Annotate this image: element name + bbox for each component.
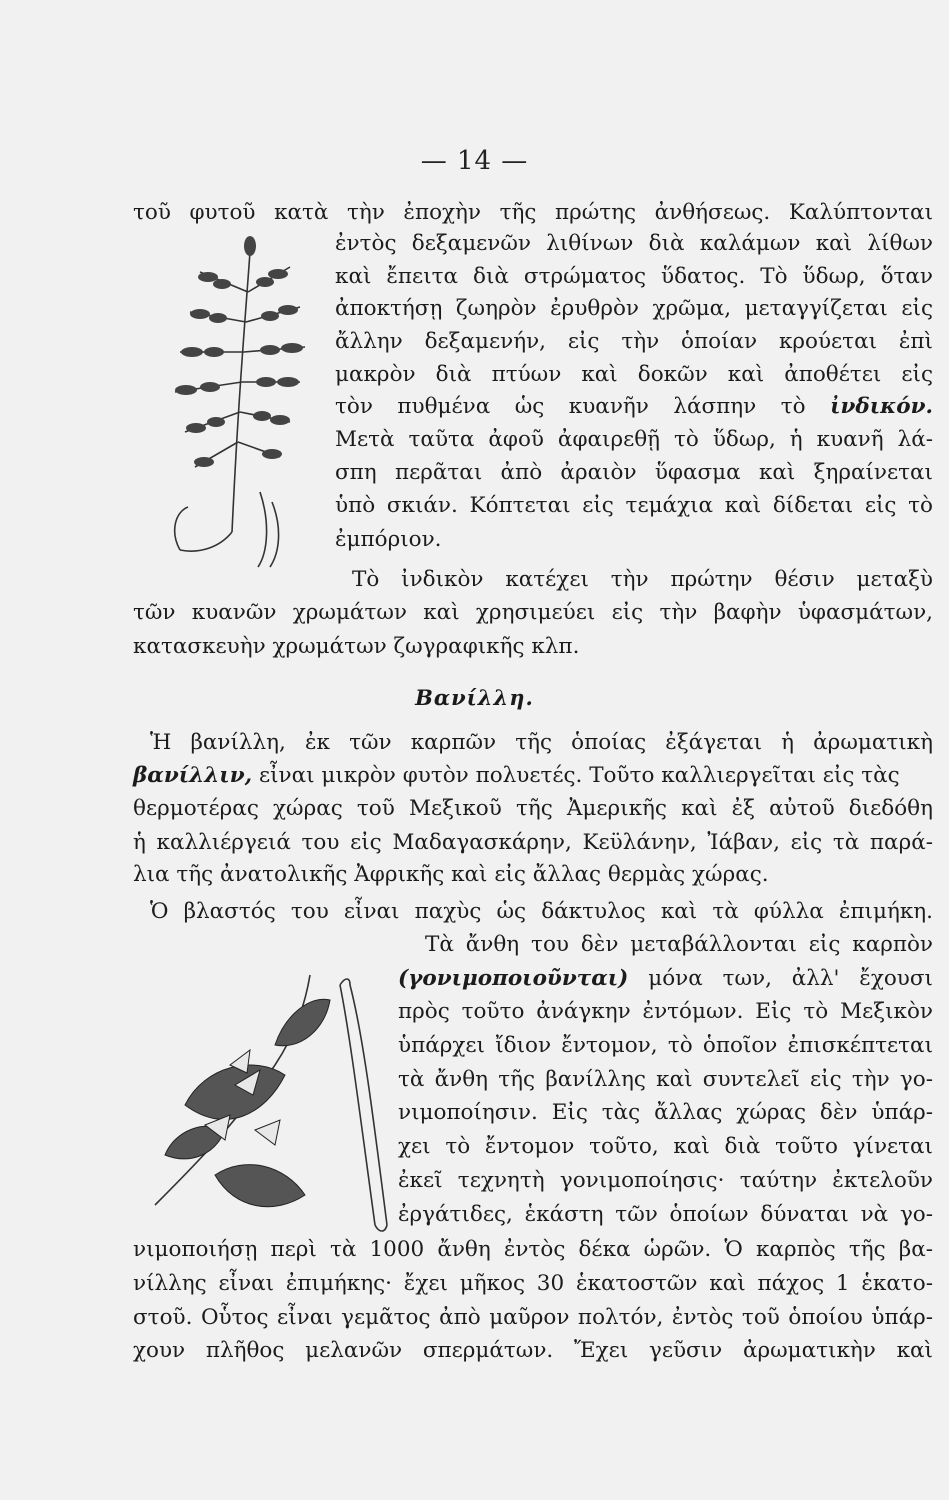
text-line: Ὁ βλαστός του εἶναι παχὺς ὡς δάκτυλος καὶ τὰ φύλλα ἐπιμήκη.	[150, 899, 933, 924]
text-line: ἐντὸς δεξαμενῶν λιθίνων διὰ καλάμων καὶ λίθων	[335, 231, 933, 256]
section-heading: Βανίλλη.	[415, 685, 534, 710]
text-line: ἐκεῖ τεχνητὴ γονιμοποίησις· ταύτην ἐκτελοῦν	[398, 1168, 933, 1193]
text-line: νιμοποιήσῃ περὶ τὰ 1000 ἄνθη ἐντὸς δέκα ὡρῶν. Ὁ καρπὸς τῆς βα-	[133, 1237, 933, 1262]
text-line: ὑπάρχει ἴδιον ἔντομον, τὸ ὁποῖον ἐπισκέπτεται	[398, 1033, 933, 1058]
text-line: λια τῆς ἀνατολικῆς Ἀφρικῆς καὶ εἰς ἄλλας θερμὰς χώρας.	[133, 862, 769, 887]
page-number: — 14 —	[420, 146, 529, 176]
indigo-plant-illustration	[140, 232, 330, 572]
text-fragment: μόνα των, ἀλλ' ἔχουσι	[648, 966, 933, 991]
text-line: ἐργάτιδες, ἑκάστη τῶν ὁποίων δύναται νὰ γο-	[398, 1202, 933, 1227]
text-line: καὶ ἔπειτα διὰ στρώματος ὕδατος. Τὸ ὕδωρ, ὅταν	[335, 264, 933, 289]
vanilla-plant-illustration	[135, 955, 397, 1245]
text-line: Τὰ ἄνθη του δὲν μεταβάλλονται εἰς καρπὸν	[425, 932, 933, 957]
text-line-vanillin	[133, 761, 933, 791]
term-indikon: ἰνδικόν.	[830, 394, 933, 419]
text-line: ἡ καλλιέργειά του εἰς Μαδαγασκάρην, Κεϋλάνην, Ἰάβαν, εἰς τὰ παρά-	[133, 830, 933, 855]
text-fragment: τὸν πυθμένα ὡς κυανῆν λάσπην τὸ	[335, 394, 806, 419]
term-vanillin: βανίλλιν,	[133, 763, 253, 788]
text-line: μακρὸν διὰ πτύων καὶ δοκῶν καὶ ἀποθέτει εἰς	[335, 362, 933, 387]
text-line: Ἡ βανίλλη, ἐκ τῶν καρπῶν τῆς ὁποίας ἐξάγεται ἡ ἀρωματικὴ	[150, 730, 933, 755]
text-line: τὰ ἄνθη τῆς βανίλλης καὶ συντελεῖ εἰς τὴν γο-	[398, 1067, 933, 1092]
text-fragment: εἶναι μικρὸν φυτὸν πολυετές. Τοῦτο καλλιεργεῖται εἰς τὰς	[258, 763, 900, 788]
text-line: νίλλης εἶναι ἐπιμήκης· ἔχει μῆκος 30 ἑκατοστῶν καὶ πάχος 1 ἑκατο-	[133, 1271, 933, 1296]
text-line-fertilized	[398, 964, 933, 994]
text-line: στοῦ. Οὗτος εἶναι γεμᾶτος ἀπὸ μαῦρον πολτόν, ἐντὸς τοῦ ὁποίου ὑπάρ-	[133, 1305, 933, 1330]
text-line: ἀποκτήσῃ ζωηρὸν ἐρυθρὸν χρῶμα, μεταγγίζεται εἰς	[335, 296, 933, 321]
text-line: χει τὸ ἔντομον τοῦτο, καὶ διὰ τοῦτο γίνεται	[398, 1134, 933, 1159]
text-line: Μετὰ ταῦτα ἀφοῦ ἀφαιρεθῇ τὸ ὕδωρ, ἡ κυανῆ λά-	[335, 427, 933, 452]
text-line: ἄλλην δεξαμενήν, εἰς τὴν ὁποίαν κρούεται ἐπὶ	[335, 329, 933, 354]
text-line: τοῦ φυτοῦ κατὰ τὴν ἐποχὴν τῆς πρώτης ἀνθήσεως. Καλύπτονται	[133, 200, 933, 225]
text-line: θερμοτέρας χώρας τοῦ Μεξικοῦ τῆς Ἀμερικῆς καὶ ἐξ αὐτοῦ διεδόθη	[133, 796, 933, 821]
text-line: πρὸς τοῦτο ἀνάγκην ἐντόμων. Εἰς τὸ Μεξικὸν	[398, 999, 933, 1024]
text-line: νιμοποίησιν. Εἰς τὰς ἄλλας χώρας δὲν ὑπάρ-	[398, 1100, 933, 1125]
text-line: κατασκευὴν χρωμάτων ζωγραφικῆς κλπ.	[133, 634, 580, 659]
text-line-indikon	[335, 392, 933, 422]
text-line: σπη περᾶται ἀπὸ ἀραιὸν ὕφασμα καὶ ξηραίνεται	[335, 460, 933, 485]
text-line: ὑπὸ σκιάν. Κόπτεται εἰς τεμάχια καὶ δίδεται εἰς τὸ	[335, 493, 933, 518]
text-line: χουν πλῆθος μελανῶν σπερμάτων. Ἔχει γεῦσιν ἀρωματικὴν καὶ	[133, 1338, 933, 1363]
text-line: ἐμπόριον.	[335, 527, 442, 552]
text-line: τῶν κυανῶν χρωμάτων καὶ χρησιμεύει εἰς τὴν βαφὴν ὑφασμάτων,	[133, 600, 933, 625]
text-line: Τὸ ἰνδικὸν κατέχει τὴν πρώτην θέσιν μεταξὺ	[352, 567, 933, 592]
term-fertilized: (γονιμοποιοῦνται)	[398, 966, 629, 991]
